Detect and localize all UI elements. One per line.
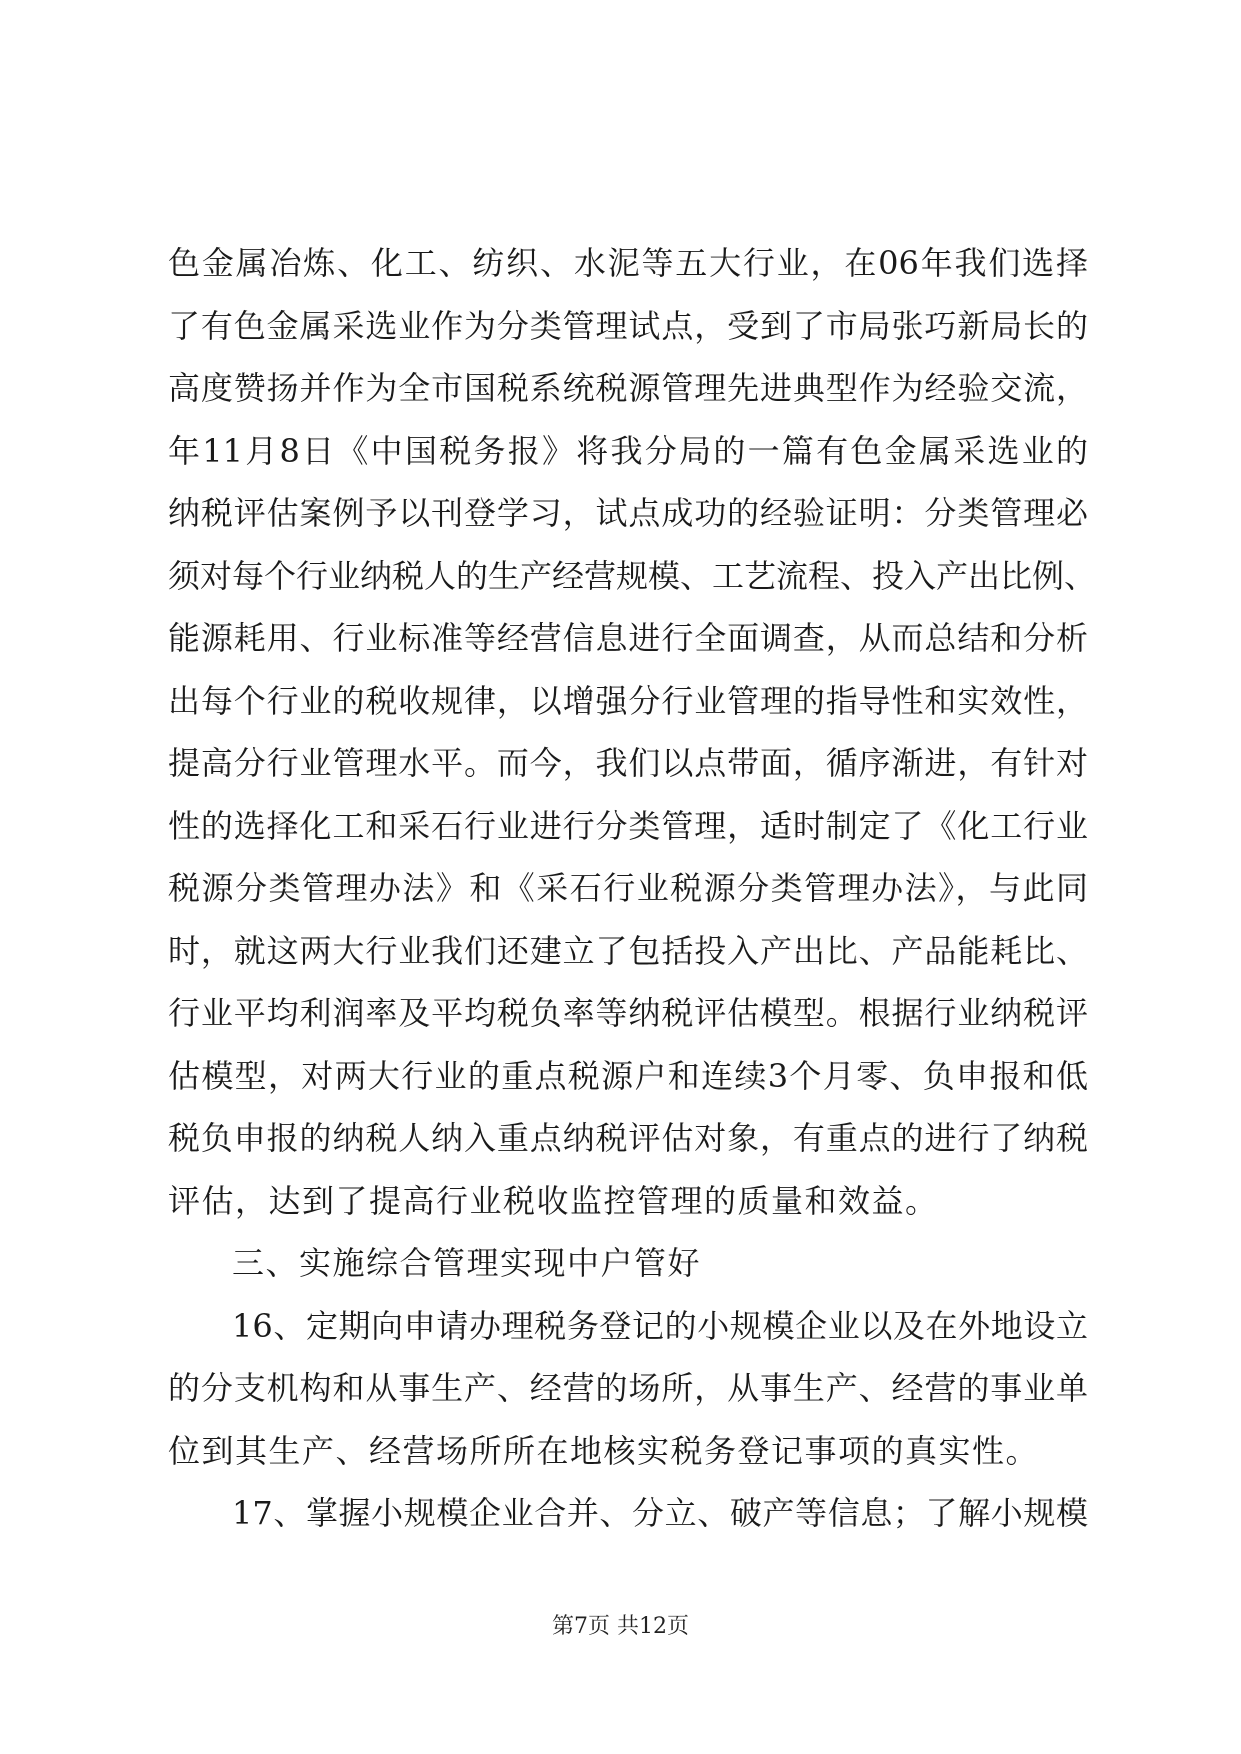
page-number-footer: 第7页 共12页 [552,1614,689,1639]
text-line: 的分支机构和从事生产、经营的场所，从事生产、经营的事业单 [168,1369,1088,1407]
text-line: 性的选择化工和采石行业进行分类管理，适时制定了《化工行业 [168,806,1088,845]
text-line: 税源分类管理办法》和《采石行业税源分类管理办法》，与此同 [168,869,1088,907]
text-line: 税负申报的纳税人纳入重点纳税评估对象，有重点的进行了纳税 [168,1119,1088,1157]
text-line: 色金属冶炼、化工、纺织、水泥等五大行业，在06年我们选择 [168,244,1088,282]
text-line: 提高分行业管理水平。而今，我们以点带面，循序渐进，有针对 [168,744,1088,782]
text-line: 须对每个行业纳税人的生产经营规模、工艺流程、投入产出比例、 [168,556,1097,595]
text-line: 行业平均利润率及平均税负率等纳税评估模型。根据行业纳税评 [168,994,1088,1032]
text-line: 评估，达到了提高行业税收监控管理的质量和效益。 [168,1181,939,1220]
text-line: 16、定期向申请办理税务登记的小规模企业以及在外地设立 [232,1306,1088,1345]
text-line: 17、掌握小规模企业合并、分立、破产等信息；了解小规模 [232,1494,1088,1532]
text-line: 高度赞扬并作为全市国税系统税源管理先进典型作为经验交流， [168,369,1088,407]
text-line: 出每个行业的税收规律，以增强分行业管理的指导性和实效性， [168,681,1088,720]
text-line: 年11月8日《中国税务报》将我分局的一篇有色金属采选业的 [168,431,1088,470]
section-heading: 三、实施综合管理实现中户管好 [232,1244,702,1282]
text-line: 纳税评估案例予以刊登学习，试点成功的经验证明：分类管理必 [168,494,1088,532]
text-line: 能源耗用、行业标准等经营信息进行全面调查，从而总结和分析 [168,619,1088,657]
text-line: 了有色金属采选业作为分类管理试点，受到了市局张巧新局长的 [168,306,1088,345]
body-text [168,232,1097,1545]
text-line: 估模型，对两大行业的重点税源户和连续3个月零、负申报和低 [168,1056,1088,1095]
text-line: 位到其生产、经营场所所在地核实税务登记事项的真实性。 [168,1431,1040,1470]
text-line: 时，就这两大行业我们还建立了包括投入产出比、产品能耗比、 [168,931,1088,970]
